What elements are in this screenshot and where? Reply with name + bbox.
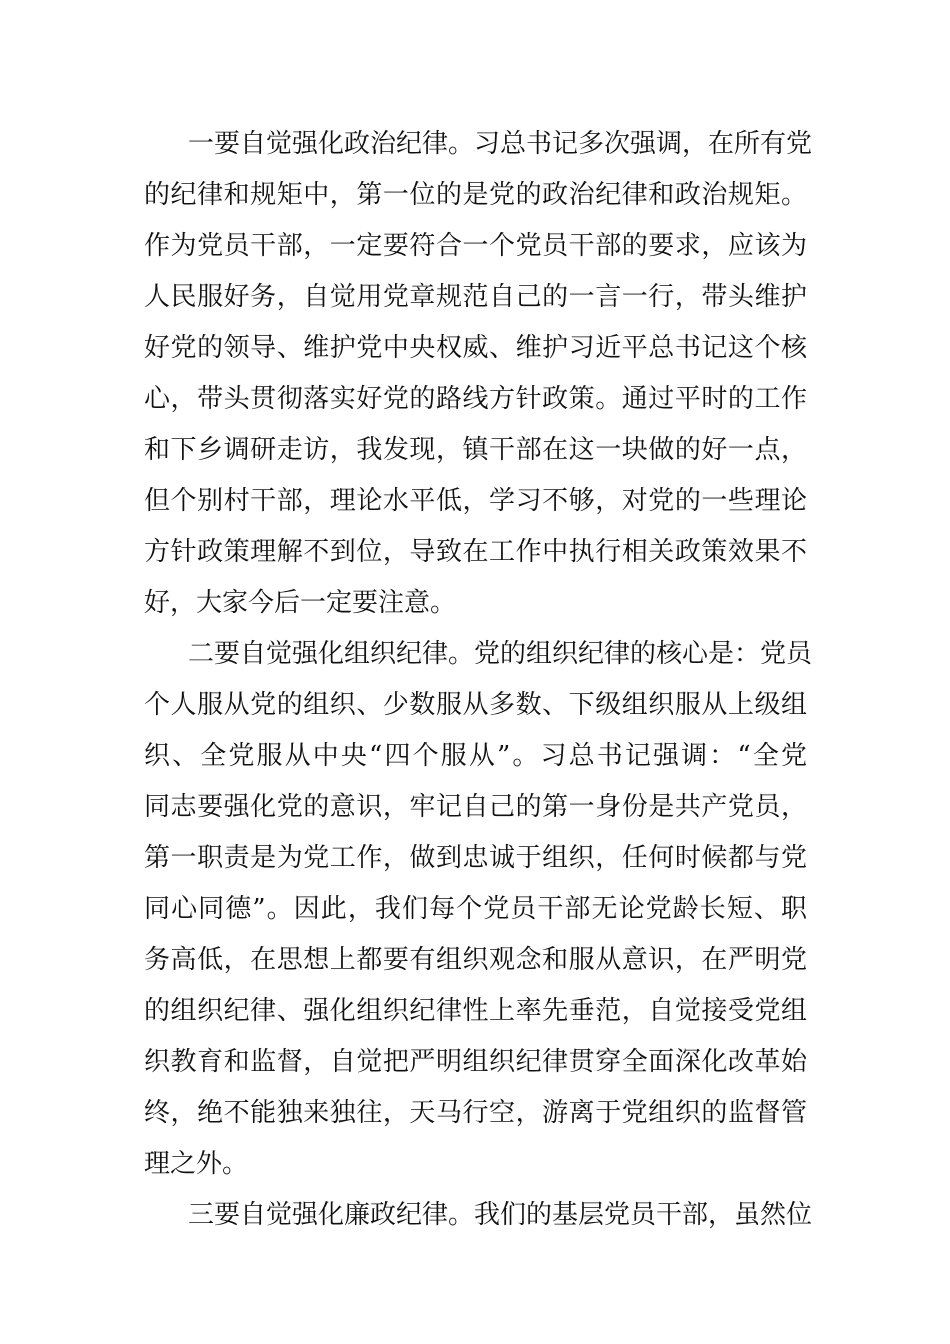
paragraph-2-line-10: 终，绝不能独来独往，天马行空，游离于党组织的监督管	[144, 1098, 807, 1128]
paragraph-1-line-10: 好，大家今后一定要注意。	[144, 588, 457, 618]
paragraph-1-line-3: 作为党员干部，一定要符合一个党员干部的要求，应该为	[144, 231, 807, 261]
paragraph-1-line-8: 但个别村干部，理论水平低，学习不够，对党的一些理论	[144, 486, 807, 516]
paragraph-3-line-1: 三要自觉强化廉政纪律。我们的基层党员干部，虽然位	[188, 1200, 813, 1230]
paragraph-2-line-1: 二要自觉强化组织纪律。党的组织纪律的核心是：党员	[188, 639, 813, 669]
paragraph-1-line-9: 方针政策理解不到位，导致在工作中执行相关政策效果不	[144, 537, 807, 567]
paragraph-2-line-2: 个人服从党的组织、少数服从多数、下级组织服从上级组	[144, 690, 807, 720]
paragraph-1-line-4: 人民服好务，自觉用党章规范自己的一言一行，带头维护	[144, 282, 807, 312]
paragraph-2-line-3: 织、全党服从中央“四个服从”。习总书记强调：“全党	[144, 741, 807, 771]
paragraph-1-line-2: 的纪律和规矩中，第一位的是党的政治纪律和政治规矩。	[144, 180, 807, 210]
paragraph-1-line-1: 一要自觉强化政治纪律。习总书记多次强调，在所有党	[188, 129, 813, 159]
paragraph-1-line-6: 心，带头贯彻落实好党的路线方针政策。通过平时的工作	[144, 384, 807, 414]
paragraph-2-line-11: 理之外。	[144, 1149, 249, 1179]
paragraph-1-line-5: 好党的领导、维护党中央权威、维护习近平总书记这个核	[144, 333, 807, 363]
paragraph-2-line-7: 务高低，在思想上都要有组织观念和服从意识，在严明党	[144, 945, 807, 975]
paragraph-2-line-5: 第一职责是为党工作，做到忠诚于组织，任何时候都与党	[144, 843, 807, 873]
paragraph-2-line-4: 同志要强化党的意识，牢记自己的第一身份是共产党员，	[144, 792, 807, 822]
paragraph-1-line-7: 和下乡调研走访，我发现，镇干部在这一块做的好一点，	[144, 435, 807, 465]
paragraph-2-line-6: 同心同德”。因此，我们每个党员干部无论党龄长短、职	[144, 894, 807, 924]
paragraph-2-line-9: 织教育和监督，自觉把严明组织纪律贯穿全面深化改革始	[144, 1047, 807, 1077]
paragraph-2-line-8: 的组织纪律、强化组织纪律性上率先垂范，自觉接受党组	[144, 996, 807, 1026]
